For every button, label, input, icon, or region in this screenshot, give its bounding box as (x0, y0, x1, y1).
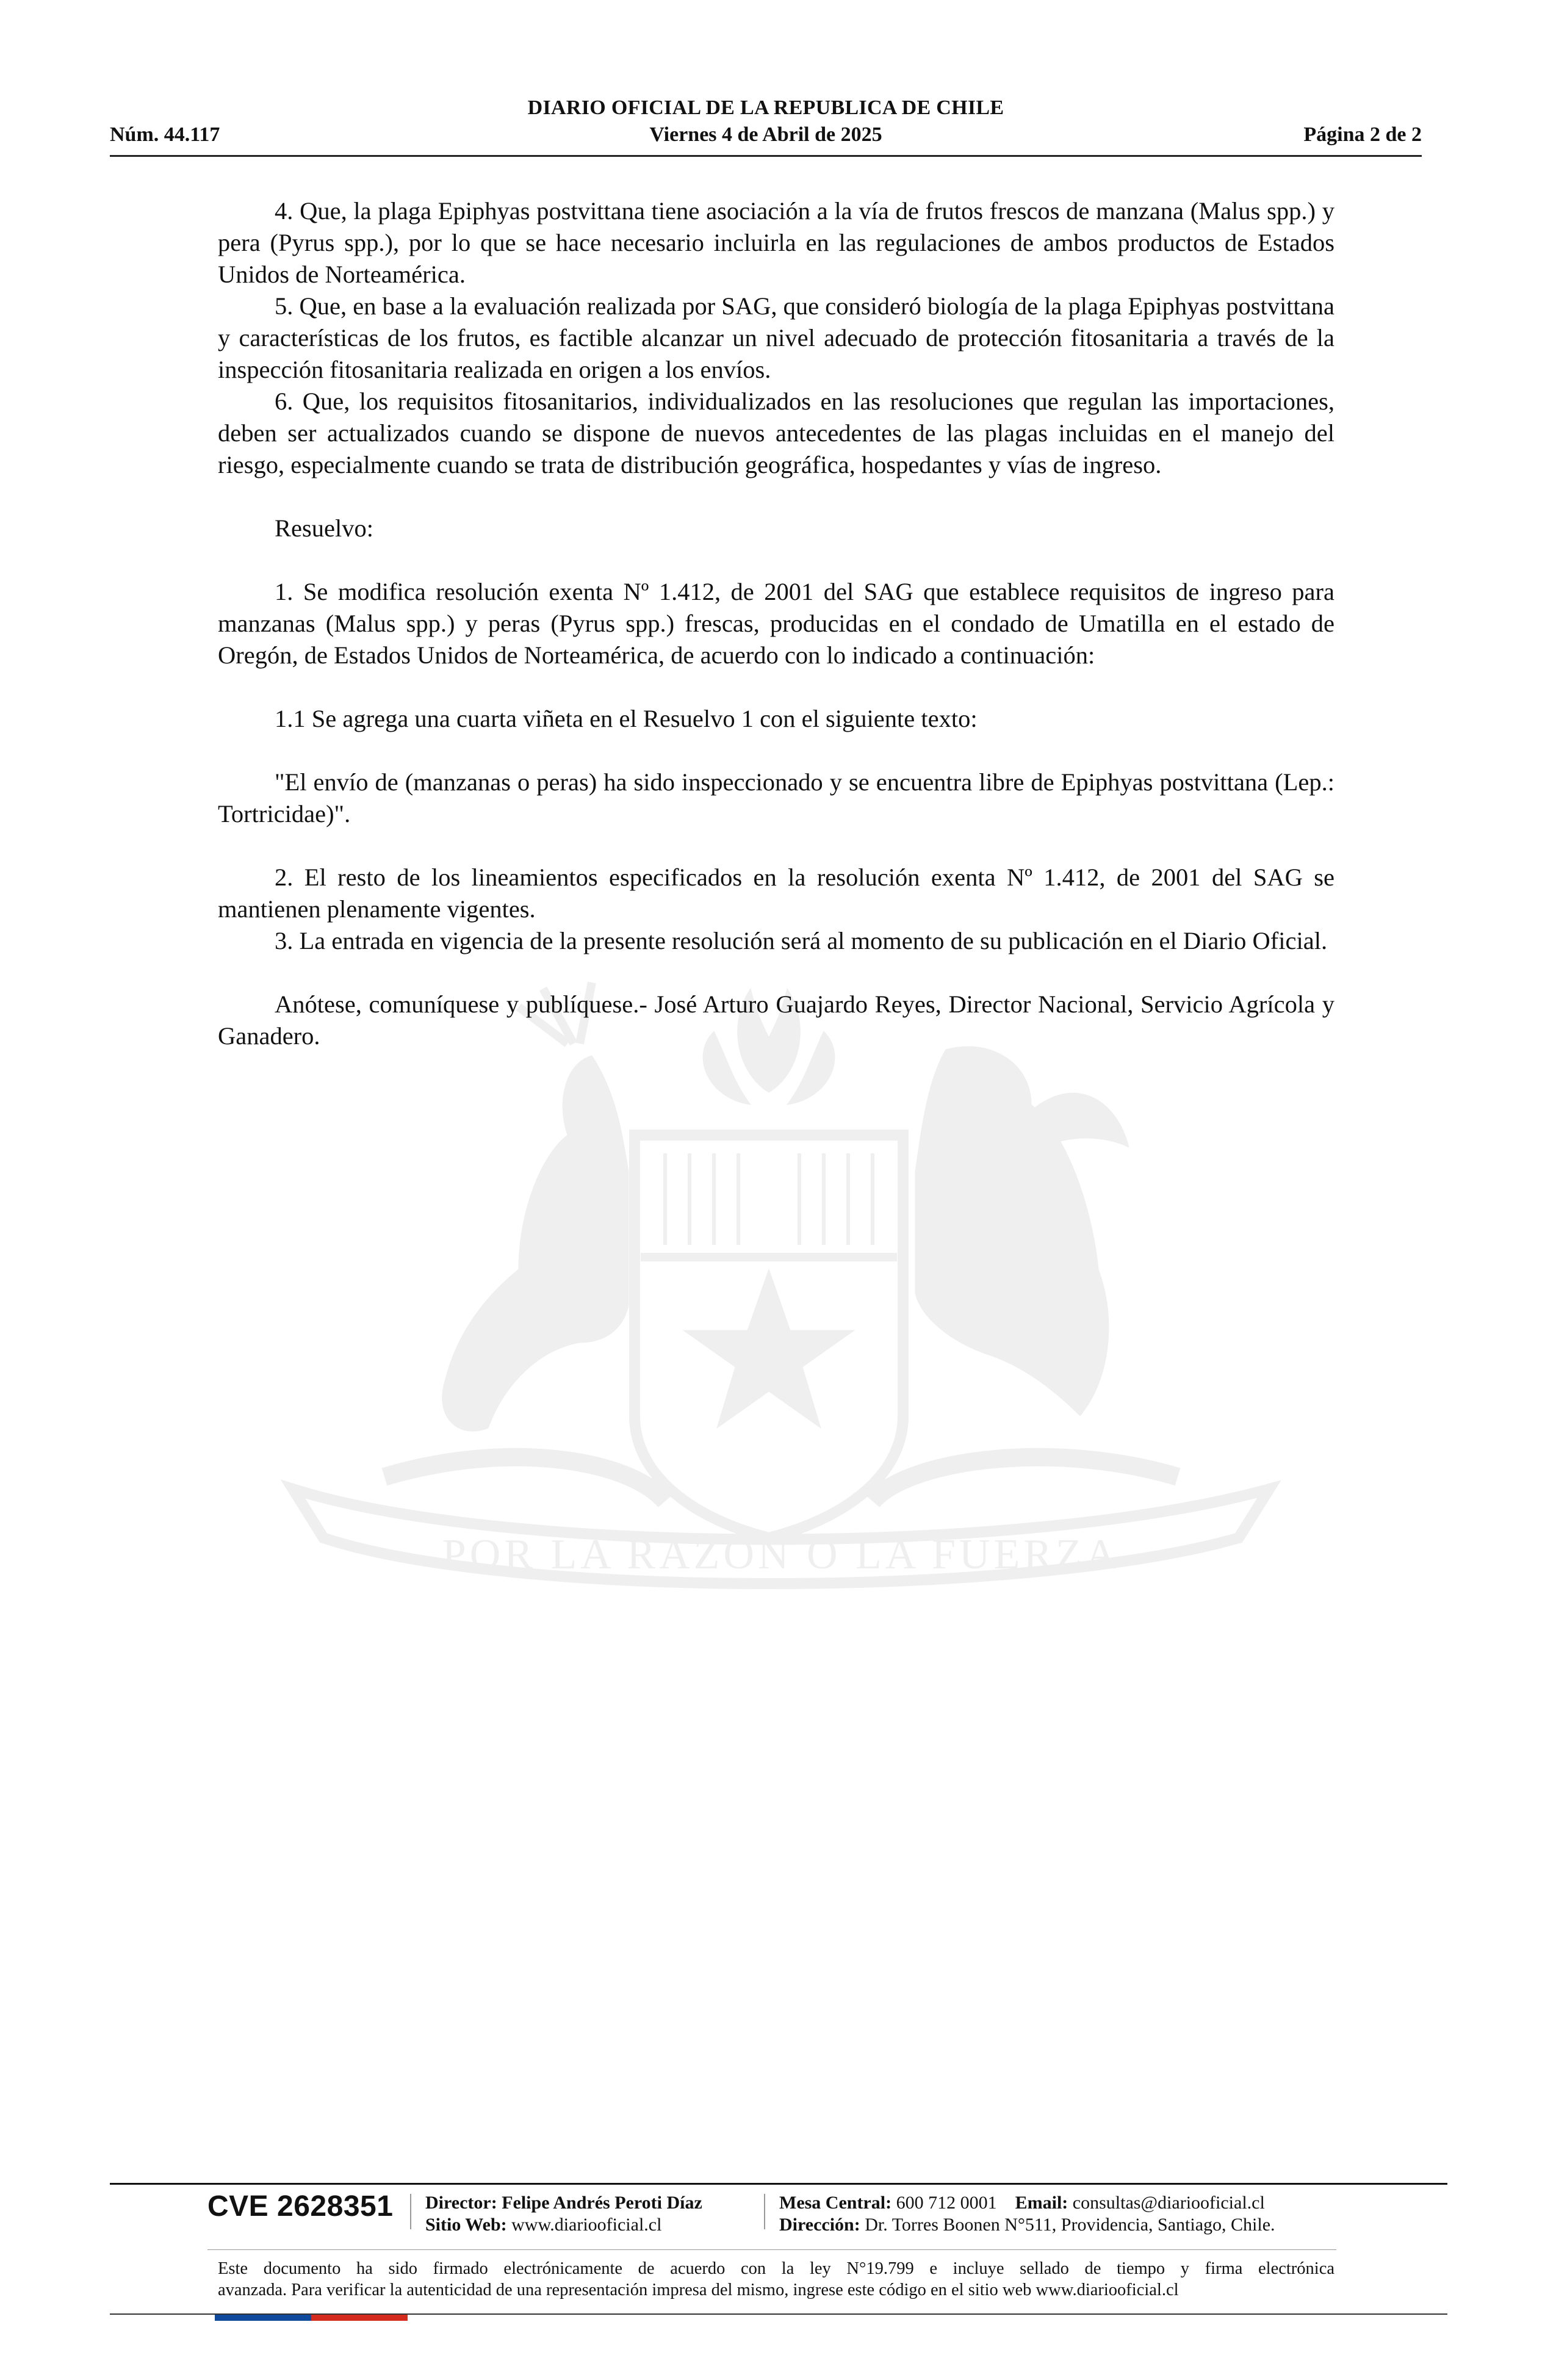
footer-divider-mid (207, 2249, 1336, 2250)
issue-number: Núm. 44.117 (110, 123, 220, 146)
phone-label: Mesa Central: (779, 2193, 892, 2213)
address-value: Dr. Torres Boonen N°511, Providencia, Santiago, Chile. (865, 2215, 1275, 2235)
paragraph-resuelvo-2: 2. El resto de los lineamientos especificados en la resolución exenta Nº 1.412, de 2001 del SAG se mantienen plenamente vigentes. (218, 864, 1334, 923)
issue-date: Viernes 4 de Abril de 2025 (649, 123, 882, 146)
director-name: Felipe Andrés Peroti Díaz (502, 2193, 702, 2213)
watermark-motto: POR LA RAZON O LA FUERZA (442, 1531, 1120, 1578)
address-label: Dirección: (779, 2215, 860, 2235)
quoted-text: "El envío de (manzanas o peras) ha sido inspeccionado y se encuentra libre de Epiphyas postvittana (Lep.: Tortricidae)". (218, 768, 1334, 828)
header-divider (110, 155, 1422, 157)
director-label: Director: (425, 2193, 497, 2213)
coat-of-arms-watermark (201, 952, 1361, 1684)
site-label: Sitio Web: (425, 2215, 507, 2235)
legal-notice (218, 2258, 1334, 2301)
legal-line-1: Este documento ha sido firmado electrónicamente de acuerdo con la ley N°19.799 e incluye sellado de tiempo y firma electrónica (218, 2259, 1334, 2278)
flag-stripe-red (311, 2315, 408, 2321)
paragraph-considerando-6: 6. Que, los requisitos fitosanitarios, individualizados en las resoluciones que regulan las importaciones, deben ser actualizados cuando se dispone de nuevos antecedentes de las plagas incluidas en el manejo del riesgo, especialmente cuando se trata de distribución geográfica, hospedantes y vías de ingreso. (218, 388, 1334, 478)
email-link[interactable]: consultas@diariooficial.cl (1072, 2193, 1265, 2213)
site-link[interactable]: www.diariooficial.cl (511, 2215, 662, 2235)
page-header (110, 92, 1422, 159)
paragraph-considerando-5: 5. Que, en base a la evaluación realizada por SAG, que consideró biología de la plaga Epiphyas postvittana y características de los frutos, es factible alcanzar un nivel adecuado de protección fitosanitaria a través de la inspección fitosanitaria realizada en origen a los envíos. (218, 292, 1334, 383)
publication-title: DIARIO OFICIAL DE LA REPUBLICA DE CHILE (527, 96, 1004, 119)
legal-line-2: avanzada. Para verificar la autenticidad de una representación impresa del mismo, ingrese este código en el sitio web www.diariooficial.cl (218, 2281, 1179, 2299)
phone-value: 600 712 0001 (896, 2193, 997, 2213)
paragraph-resuelvo-1: 1. Se modifica resolución exenta Nº 1.412, de 2001 del SAG que establece requisitos de ingreso para manzanas (Malus spp.) y peras (Pyrus spp.) frescas, producidas en el condado de Umatilla en el estado de Oregón, de Estados Unidos de Norteamérica, de acuerdo con lo indicado a continuación: (218, 578, 1334, 669)
footer-divider-top (110, 2183, 1447, 2185)
footer-contact-block (779, 2192, 1275, 2236)
page-number: Página 2 de 2 (1303, 123, 1422, 146)
footer-director-block (425, 2192, 702, 2236)
paragraph-resuelvo-1-1: 1.1 Se agrega una cuarta viñeta en el Resuelvo 1 con el siguiente texto: (275, 705, 978, 732)
cve-code: CVE 2628351 (207, 2190, 394, 2223)
paragraph-considerando-4: 4. Que, la plaga Epiphyas postvittana tiene asociación a la vía de frutos frescos de manzana (Malus spp.) y pera (Pyrus spp.), por lo que se hace necesario incluirla en las regulaciones de ambos productos de Estados Unidos de Norteamérica. (218, 197, 1334, 288)
paragraph-resuelvo-3: 3. La entrada en vigencia de la presente resolución será al momento de su publicación en el Diario Oficial. (275, 927, 1328, 954)
closing-signature: Anótese, comuníquese y publíquese.- José Arturo Guajardo Reyes, Director Nacional, Servicio Agrícola y Ganadero. (218, 990, 1334, 1050)
resuelvo-heading: Resuelvo: (275, 514, 373, 542)
email-label: Email: (1015, 2193, 1068, 2213)
footer-separator (410, 2194, 411, 2229)
footer-separator (764, 2194, 765, 2229)
resolution-body (218, 195, 1334, 1052)
flag-stripe-blue (215, 2315, 311, 2321)
